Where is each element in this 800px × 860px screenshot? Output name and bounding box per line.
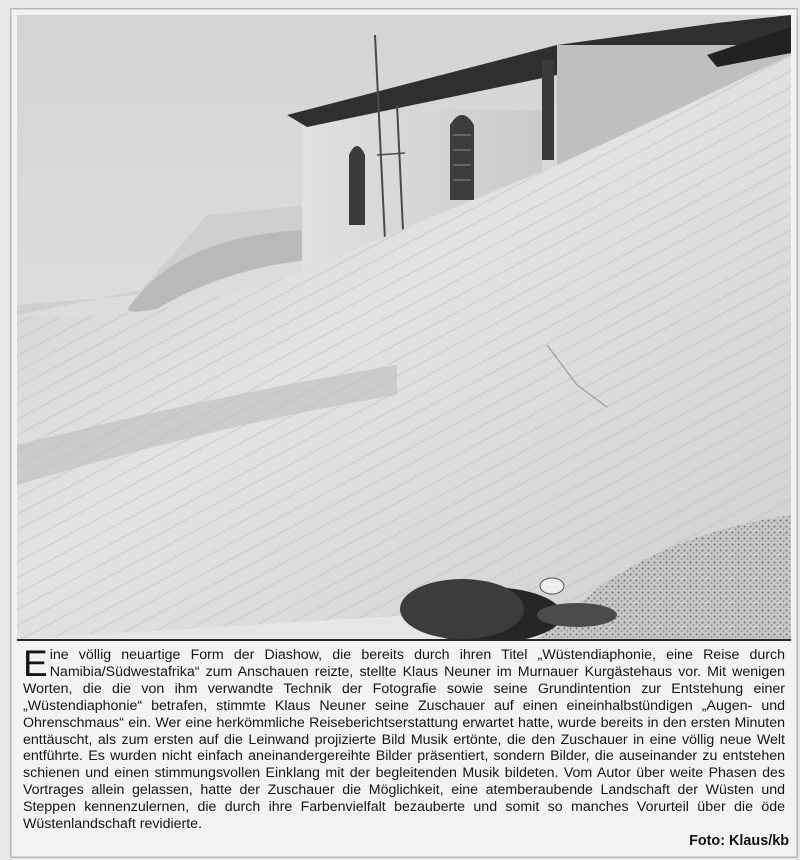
dune-photo-illustration (17, 15, 791, 639)
article-text (23, 643, 785, 851)
article-body: ine völlig neuartige Form der Diashow, die bereits durch ihren Titel „Wüstendiaphonie, eine Reise durch Namibia/Südwestafrika“ zum Anschauen reizte, stellte Klaus Neuner im Murnauer Kurgästehaus vor. Mit wenigen Worten, die die von ihm verwandte Technik der Fotografie sowie seine Grundintention zur Entstehung einer „Wüstendiaphonie“ betrafen, stimmte Klaus Neuner seine Zuschauer auf einen eineinhalbstündigen „Augen- und Ohrenschmaus“ ein. Wer eine herkömmliche Reiseberichtserstattung erwartet hatte, wurde bereits in den ersten Minuten enttäuscht, als zum ersten auf die Leinwand projizierte Bild Musik ertönte, die den Zuschauer in eine völlig neue Welt entführte. Es wurden nicht einfach aneinandergereihte Bilder präsentiert, sondern Bilder, die auseinander zu entstehen schienen und einen stimmungsvollen Einklang mit der begleitenden Musik bildeten. Vom Autor über weite Phasen des Vortrages allein gelassen, hatte der Zuschauer die Möglichkeit, eine atemberaubende Landschaft der Wüsten und Steppen kennenzulernen, die durch ihre Farbenvielfalt bezauberte und somit so manches Vorurteil über die öde Wüstenlandschaft revidierte. (23, 647, 785, 833)
article-photo (17, 15, 791, 641)
drop-cap: E (23, 643, 48, 684)
newspaper-clipping (10, 8, 798, 858)
photo-credit: Foto: Klaus/kb (689, 833, 789, 849)
